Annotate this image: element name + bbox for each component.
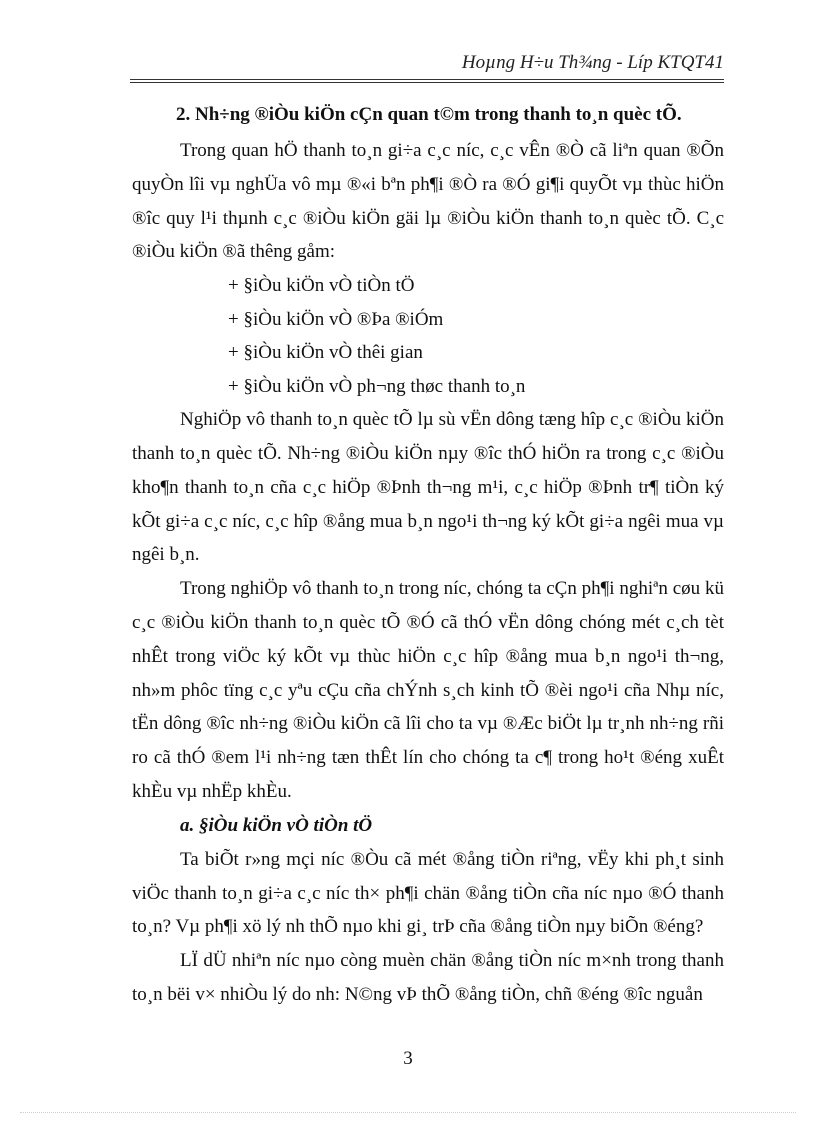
condition-list xyxy=(132,269,724,403)
paragraph: NghiÖp vô thanh to¸n quèc tÕ lµ sù vËn dông tæng hîp c¸c ®iÒu kiÖn thanh to¸n quèc tÕ. Nh÷ng ®iÒu kiÖn nµy ®îc thÓ hiÖn ra trong c¸c ®iÒu kho¶n thanh to¸n cña c¸c hiÖp ®Þnh th¬ng m¹i, c¸c hiÖp ®Þnh tr¶ tiÒn ký kÕt gi÷a c¸c níc, c¸c hîp ®ång mua b¸n ngo¹i th¬ng ký kÕt gi÷a ngêi mua vµ ngêi b¸n. xyxy=(132,409,724,566)
paragraph: Ta biÕt r»ng mçi níc ®Òu cã mét ®ång tiÒn riªng, vËy khi ph¸t sinh viÖc thanh to¸n gi÷a c¸c níc th× ph¶i chän ®ång tiÒn cña níc nµo ®Ó thanh to¸n? Vµ ph¶i xö lý nh thÕ nµo khi gi¸ trÞ cña ®ång tiÒn nµy biÕn ®éng? xyxy=(132,848,724,938)
list-item: + §iÒu kiÖn vÒ thêi gian xyxy=(228,342,423,364)
page-number: 3 xyxy=(403,1048,413,1069)
paragraph: Trong quan hÖ thanh to¸n gi÷a c¸c níc, c¸c vÊn ®Ò cã liªn quan ®Õn quyÒn lîi vµ nghÜa vô mµ ®«i bªn ph¶i ®Ò ra ®Ó gi¶i quyÕt vµ thùc hiÖn ®îc quy l¹i thµnh c¸c ®iÒu kiÖn gäi lµ ®iÒu kiÖn thanh to¸n quèc tÕ. C¸c ®iÒu kiÖn ®ã thêng gåm: xyxy=(132,140,724,263)
page-bottom-divider xyxy=(20,1112,796,1113)
paragraph: LÏ dÜ nhiªn níc nµo còng muèn chän ®ång tiÒn níc m×nh trong thanh to¸n bëi v× nhiÒu lý do nh: N©ng vÞ thÕ ®ång tiÒn, chñ ®éng ®îc nguån xyxy=(132,950,724,1005)
list-item: + §iÒu kiÖn vÒ tiÒn tÖ xyxy=(228,275,415,297)
running-header: Hoµng H÷u Th¾ng - Líp KTQT41 xyxy=(461,52,724,73)
subsection-heading: a. §iÒu kiÖn vÒ tiÒn tÖ xyxy=(180,814,373,836)
page-body xyxy=(132,100,724,1012)
list-item: + §iÒu kiÖn vÒ ph¬ng thøc thanh to¸n xyxy=(228,375,526,397)
header-rule-bottom xyxy=(130,82,724,83)
list-item: + §iÒu kiÖn vÒ ®Þa ®iÓm xyxy=(228,308,444,330)
section-title: 2. Nh÷ng ®iÒu kiÖn cÇn quan t©m trong thanh to¸n quèc tÕ. xyxy=(176,104,682,125)
paragraph: Trong nghiÖp vô thanh to¸n trong níc, chóng ta cÇn ph¶i nghiªn cøu kü c¸c ®iÒu kiÖn thanh to¸n quèc tÕ ®Ó cã thÓ vËn dông chóng mét c¸ch tèt nhÊt trong viÖc ký kÕt vµ thùc hiÖn c¸c hîp ®ång mua b¸n ngo¹i th¬ng, nh»m phôc tïng c¸c yªu cÇu cña chÝnh s¸ch kinh tÕ ®èi ngo¹i cña Nhµ níc, tËn dông ®îc nh÷ng ®iÒu kiÖn cã lîi cho ta vµ ®Æc biÖt lµ tr¸nh nh÷ng rñi ro cã thÓ ®em l¹i nh÷ng tæn thÊt lín cho chóng ta c¶ trong ho¹t ®éng xuÊt khÈu vµ nhËp khÈu. xyxy=(132,578,724,802)
header-rule-top xyxy=(130,79,724,80)
